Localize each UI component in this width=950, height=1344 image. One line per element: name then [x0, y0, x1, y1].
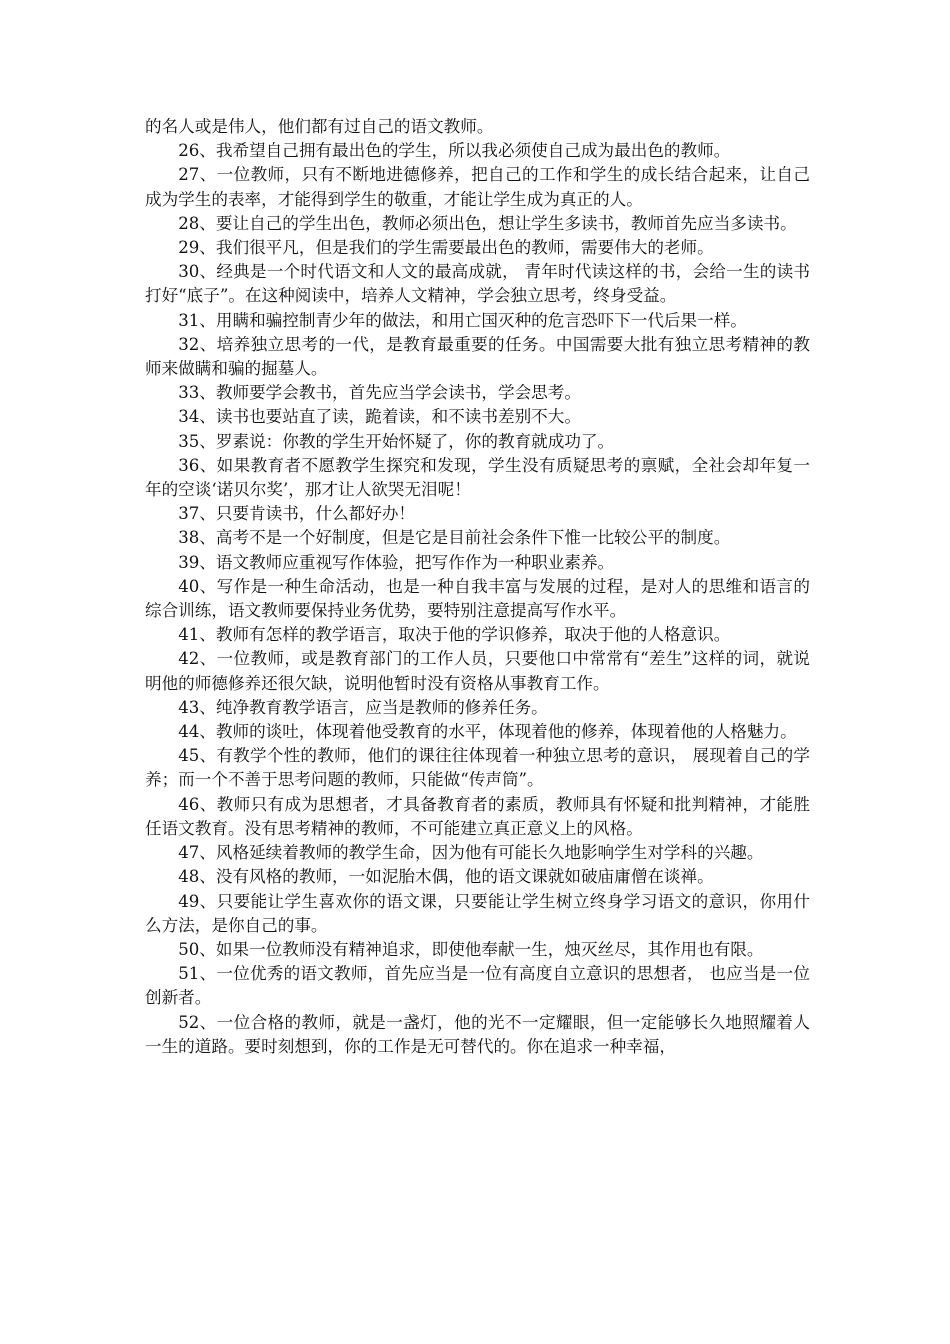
paragraph-item-47: 47、风格延续着教师的教学生命，因为他有可能长久地影响学生对学科的兴趣。 — [178, 843, 764, 863]
paragraph-item-26: 26、我希望自己拥有最出色的学生，所以我必须使自己成为最出色的教师。 — [178, 141, 731, 161]
paragraph-item-38: 38、高考不是一个好制度，但是它是目前社会条件下惟一比较公平的制度。 — [178, 528, 731, 548]
paragraph-item-29: 29、我们很平凡，但是我们的学生需要最出色的教师，需要伟大的老师。 — [178, 238, 714, 258]
paragraph-item-49: 49、只要能让学生喜欢你的语文课，只要能让学生树立终身学习语文的意识，你用什么方法，是你自己的事。 — [145, 891, 810, 935]
paragraph-item-46: 46、教师只有成为思想者，才具备教育者的素质，教师具有怀疑和批判精神，才能胜任语文教育。没有思考精神的教师，不可能建立真正意义上的风格。 — [145, 794, 810, 838]
paragraph-item-42: 42、一位教师，或是教育部门的工作人员，只要他口中常常有“差生”这样的词，就说明他的师德修养还很欠缺，说明他暂时没有资格从事教育工作。 — [145, 649, 810, 693]
paragraph-item-39: 39、语文教师应重视写作体验，把写作作为一种职业素养。 — [178, 552, 615, 572]
paragraph-item-52: 52、一位合格的教师，就是一盏灯，他的光不一定耀眼，但一定能够长久地照耀着人一生的道路。要时刻想到，你的工作是无可替代的。你在追求一种幸福， — [145, 1012, 810, 1056]
paragraph-item-51: 51、一位优秀的语文教师，首先应当是一位有高度自立意识的思想者， 也应当是一位创新者。 — [145, 964, 810, 1008]
paragraph-item-36: 36、如果教育者不愿教学生探究和发现，学生没有质疑思考的禀赋，全社会却年复一年的空谈‘诺贝尔奖’，那才让人欲哭无泪呢！ — [145, 455, 810, 500]
paragraph-item-50: 50、如果一位教师没有精神追求，即使他奉献一生，烛灭丝尽，其作用也有限。 — [178, 939, 764, 959]
paragraph-item-28: 28、要让自己的学生出色，教师必须出色，想让学生多读书，教师首先应当多读书。 — [178, 213, 797, 233]
paragraph-item-34: 34、读书也要站直了读，跪着读，和不读书差别不大。 — [178, 407, 581, 427]
document-page — [145, 115, 810, 1059]
paragraph-item-33: 33、教师要学会教书，首先应当学会读书，学会思考。 — [178, 383, 581, 403]
paragraph-item-44: 44、教师的谈吐，体现着他受教育的水平，体现着他的修养，体现着他的人格魅力。 — [178, 722, 797, 742]
paragraph-item-37: 37、只要肯读书，什么都好办！ — [178, 504, 416, 524]
paragraph-item-40: 40、写作是一种生命活动，也是一种自我丰富与发展的过程，是对人的思维和语言的综合训练，语文教师要保持业务优势，要特别注意提高写作水平。 — [145, 576, 810, 621]
paragraph-item-35: 35、罗素说：你教的学生开始怀疑了，你的教育就成功了。 — [178, 431, 615, 451]
paragraph-item-41: 41、教师有怎样的教学语言，取决于他的学识修养，取决于他的人格意识。 — [178, 625, 731, 645]
paragraph-item-45: 45、有教学个性的教师，他们的课往往体现着一种独立思考的意识， 展现着自己的学养；而一个不善于思考问题的教师，只能做“传声筒”。 — [145, 746, 810, 790]
paragraph-item-48: 48、没有风格的教师，一如泥胎木偶，他的语文课就如破庙庸僧在谈禅。 — [178, 867, 714, 887]
paragraph-item-31: 31、用瞒和骗控制青少年的做法，和用亡国灭种的危言恐吓下一代后果一样。 — [178, 310, 747, 330]
paragraph-item-32: 32、培养独立思考的一代，是教育最重要的任务。中国需要大批有独立思考精神的教师来做瞒和骗的掘墓人。 — [145, 334, 810, 379]
paragraph-continuation: 的名人或是伟人，他们都有过自己的语文教师。 — [145, 117, 494, 136]
paragraph-item-43: 43、纯净教育教学语言，应当是教师的修养任务。 — [178, 697, 548, 717]
paragraph-item-27: 27、一位教师，只有不断地进德修养，把自己的工作和学生的成长结合起来，让自己成为学生的表率，才能得到学生的敬重，才能让学生成为真正的人。 — [145, 165, 810, 209]
paragraph-item-30: 30、经典是一个时代语文和人文的最高成就， 青年时代读这样的书，会给一生的读书打好“底子”。在这种阅读中，培养人文精神，学会独立思考，终身受益。 — [145, 262, 810, 306]
